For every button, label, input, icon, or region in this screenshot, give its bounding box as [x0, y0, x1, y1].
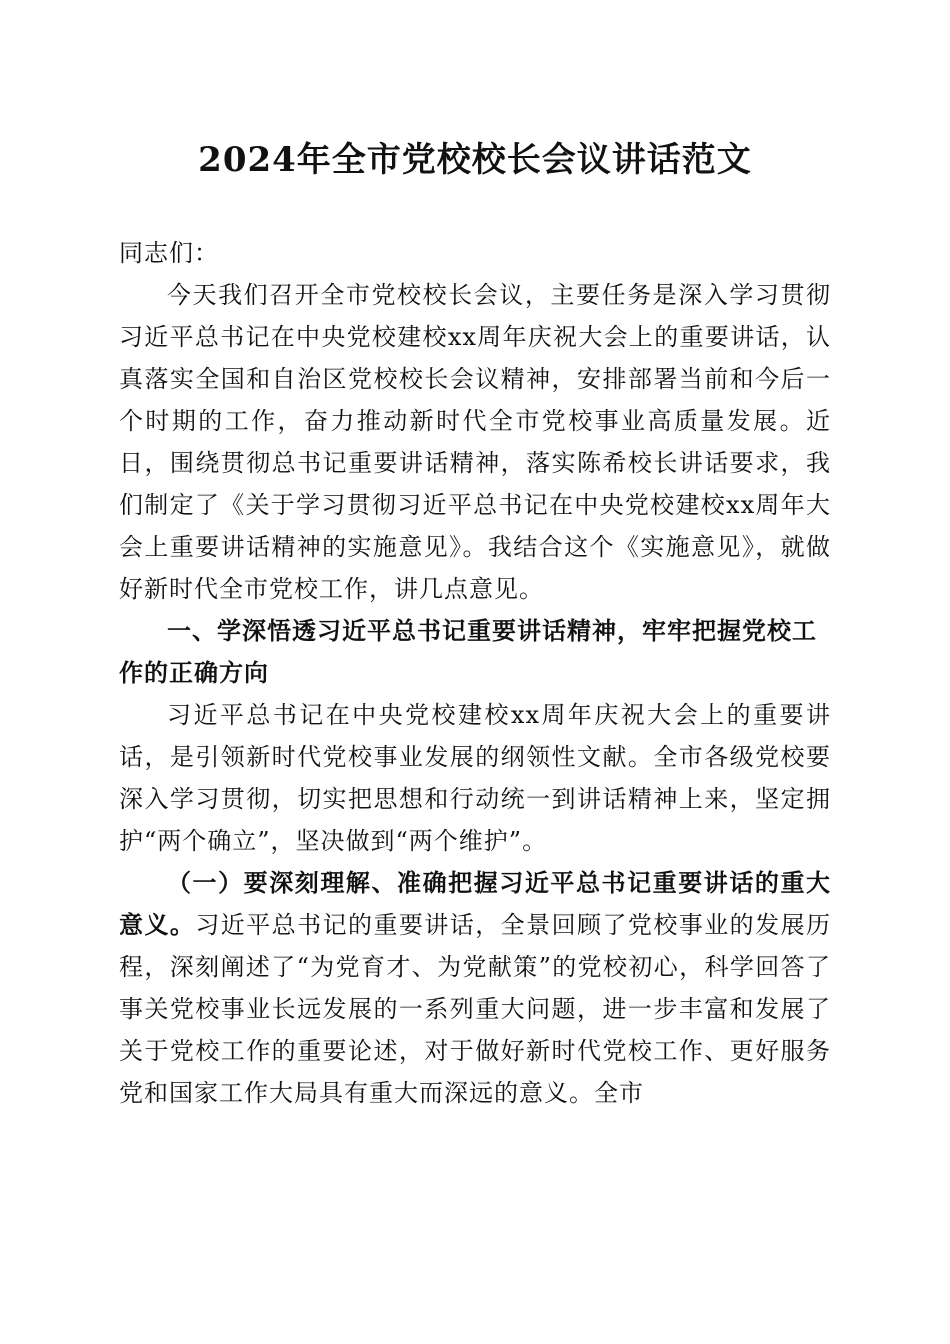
subsection-text-1: 习近平总书记的重要讲话，全景回顾了党校事业的发展历程，深刻阐述了“为党育才、为党献策”的党校初心，科学回答了事关党校事业长远发展的一系列重大问题，进一步丰富和发展了关于党校工作的重要论述，对于做好新时代党校工作、更好服务党和国家工作大局具有重大而深远的意义。全市 [119, 911, 832, 1107]
section-paragraph-1: 习近平总书记在中央党校建校xx周年庆祝大会上的重要讲话，是引领新时代党校事业发展的纲领性文献。全市各级党校要深入学习贯彻，切实把思想和行动统一到讲话精神上来，坚定拥护“两个确立”，坚决做到“两个维护”。 [119, 701, 831, 855]
subsection-lead-1: （一）要深刻理解、准确把握习近平总书记重要讲话的重大意义。 [119, 868, 831, 939]
document-body [119, 232, 831, 1114]
document-title: 2024年全市党校校长会议讲话范文 [198, 140, 752, 180]
salutation: 同志们： [119, 239, 219, 267]
section-heading-1: 一、学深悟透习近平总书记重要讲话精神，牢牢把握党校工作的正确方向 [119, 617, 817, 687]
intro-paragraph: 今天我们召开全市党校校长会议，主要任务是深入学习贯彻习近平总书记在中央党校建校xx周年庆祝大会上的重要讲话，认真落实全国和自治区党校校长会议精神，安排部署当前和今后一个时期的工作，奋力推动新时代全市党校事业高质量发展。近日，围绕贯彻总书记重要讲话精神，落实陈希校长讲话要求，我们制定了《关于学习贯彻习近平总书记在中央党校建校xx周年大会上重要讲话精神的实施意见》。我结合这个《实施意见》，就做好新时代全市党校工作，讲几点意见。 [119, 281, 831, 603]
subsection-paragraph-1 [119, 862, 831, 1114]
